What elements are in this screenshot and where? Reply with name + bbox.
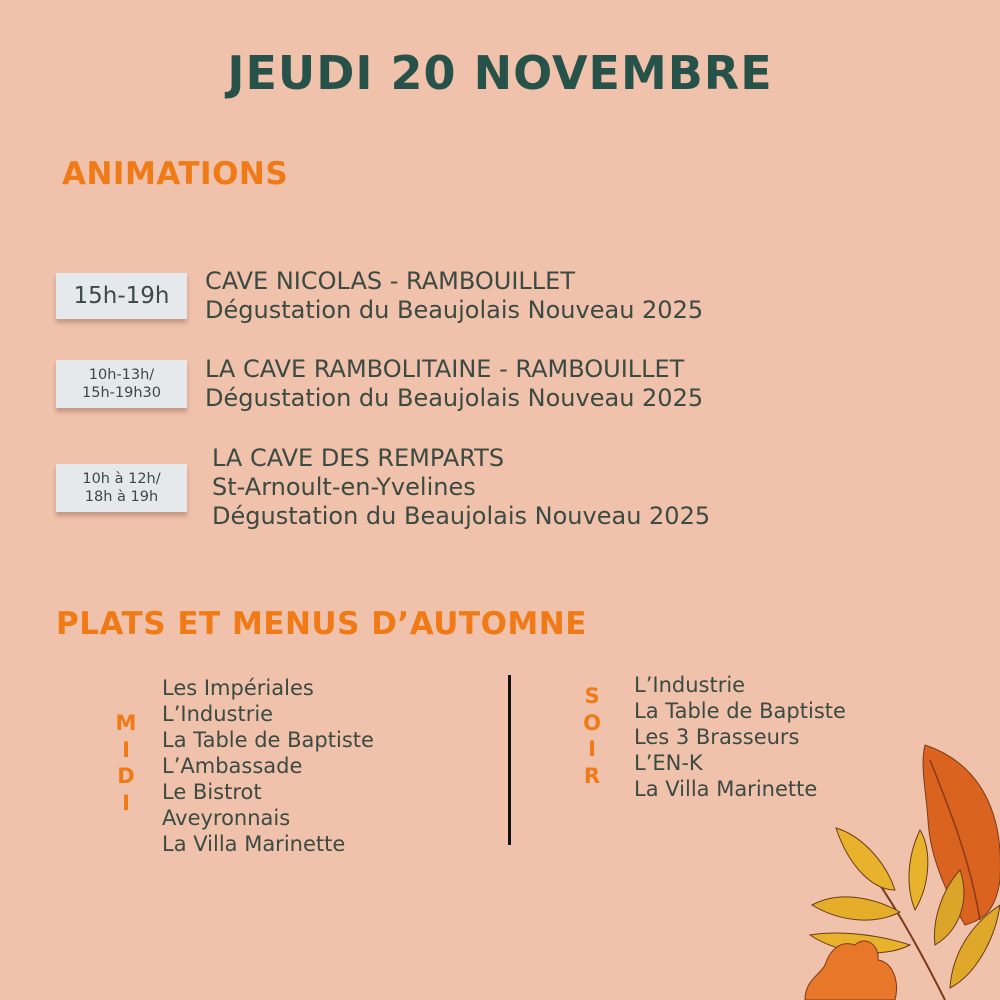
list-item: La Table de Baptiste — [162, 728, 374, 752]
time-line: 10h à 12h/ — [82, 470, 161, 487]
midi-label — [114, 710, 138, 816]
time-line: 15h-19h — [73, 283, 170, 309]
label-letter: M — [115, 711, 137, 735]
event-venue: LA CAVE RAMBOLITAINE - RAMBOUILLET — [205, 355, 685, 383]
list-item: L’Industrie — [634, 673, 746, 697]
midi-restaurant-list — [162, 675, 374, 857]
list-item: Aveyronnais — [162, 806, 291, 830]
list-item: L’EN-K — [634, 751, 703, 775]
animations-heading: ANIMATIONS — [62, 156, 289, 192]
time-line: 15h-19h30 — [82, 385, 161, 401]
list-item: La Villa Marinette — [634, 777, 818, 801]
list-item: La Table de Baptiste — [634, 699, 846, 723]
event-details — [212, 444, 710, 531]
label-letter: R — [583, 763, 601, 788]
list-item: Les Impériales — [162, 676, 314, 700]
list-item: L’Industrie — [162, 702, 274, 726]
label-letter: I — [122, 790, 130, 815]
soir-label — [580, 683, 604, 789]
event-details — [205, 267, 703, 325]
label-letter: O — [583, 710, 601, 735]
event-venue: LA CAVE DES REMPARTS — [212, 444, 505, 472]
event-description: Dégustation du Beaujolais Nouveau 2025 — [205, 296, 704, 324]
page-title: JEUDI 20 NOVEMBRE — [227, 46, 773, 100]
event-cave-nicolas — [56, 267, 703, 325]
label-letter: I — [122, 737, 130, 762]
event-location: St-Arnoult-en-Yvelines — [212, 473, 476, 501]
list-item: L’Ambassade — [162, 754, 303, 778]
label-letter: S — [584, 684, 600, 708]
event-description: Dégustation du Beaujolais Nouveau 2025 — [212, 502, 711, 530]
time-line: 18h à 19h — [84, 488, 159, 505]
label-letter: D — [117, 764, 135, 788]
time-badge — [56, 273, 187, 319]
event-venue: CAVE NICOLAS - RAMBOUILLET — [205, 267, 575, 295]
event-cave-rambolitaine — [56, 355, 703, 413]
column-divider — [508, 675, 511, 845]
event-cave-remparts — [56, 444, 710, 531]
time-line: 10h-13h/ — [88, 367, 155, 383]
list-item: Le Bistrot — [162, 780, 262, 804]
label-letter: I — [588, 737, 596, 761]
event-description: Dégustation du Beaujolais Nouveau 2025 — [205, 384, 704, 412]
event-details — [205, 355, 703, 413]
autumn-leaves-icon — [800, 740, 1000, 1000]
list-item: La Villa Marinette — [162, 832, 346, 856]
time-badge — [56, 464, 187, 512]
time-badge — [56, 360, 187, 408]
list-item: Les 3 Brasseurs — [634, 725, 800, 749]
plats-heading: PLATS ET MENUS D’AUTOMNE — [56, 606, 587, 642]
